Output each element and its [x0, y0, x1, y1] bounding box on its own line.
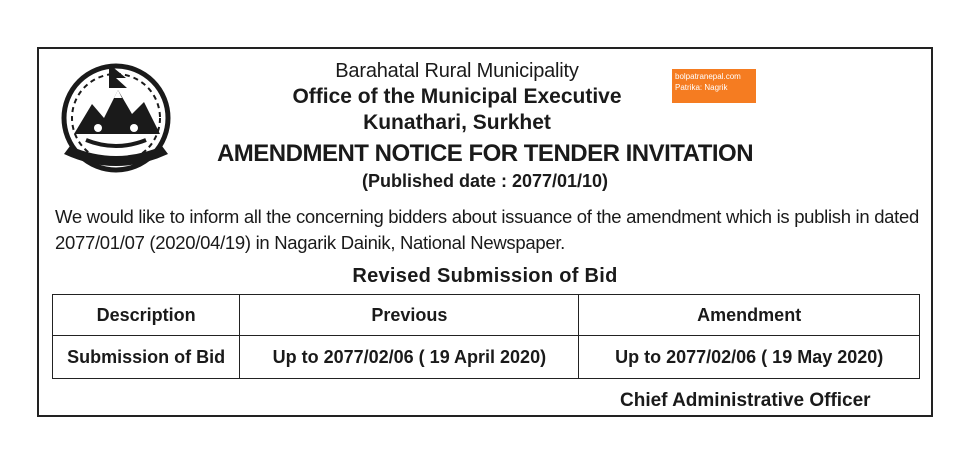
- signatory: Chief Administrative Officer: [620, 390, 871, 411]
- cell-previous: Up to 2077/02/06 ( 19 April 2020): [240, 336, 579, 379]
- office-name: Office of the Municipal Executive: [292, 85, 622, 108]
- table-row: [53, 336, 920, 379]
- column-header-previous: Previous: [240, 295, 579, 336]
- notice-title: AMENDMENT NOTICE FOR TENDER INVITATION: [216, 140, 754, 167]
- notice-paragraph: We would like to inform all the concerning bidders about issuance of the amendment which is publish in dated 2077/01/07 (2020/04/19) in Nagarik Dainik, National Newspaper.: [55, 206, 919, 253]
- municipality-name: Barahatal Rural Municipality: [335, 60, 579, 82]
- cell-amendment: Up to 2077/02/06 ( 19 May 2020): [579, 336, 920, 379]
- column-header-amendment: Amendment: [579, 295, 920, 336]
- table-heading: Revised Submission of Bid: [352, 265, 618, 287]
- column-header-description: Description: [53, 295, 240, 336]
- source-site: bolpatranepal.com: [675, 72, 741, 81]
- bid-table: [52, 294, 920, 379]
- office-location: Kunathari, Surkhet: [363, 111, 551, 134]
- published-date: (Published date : 2077/01/10): [361, 171, 609, 191]
- source-newspaper: Patrika: Nagrik: [675, 83, 728, 92]
- table-header-row: [53, 295, 920, 336]
- source-tag: [672, 69, 756, 103]
- cell-description: Submission of Bid: [53, 336, 240, 379]
